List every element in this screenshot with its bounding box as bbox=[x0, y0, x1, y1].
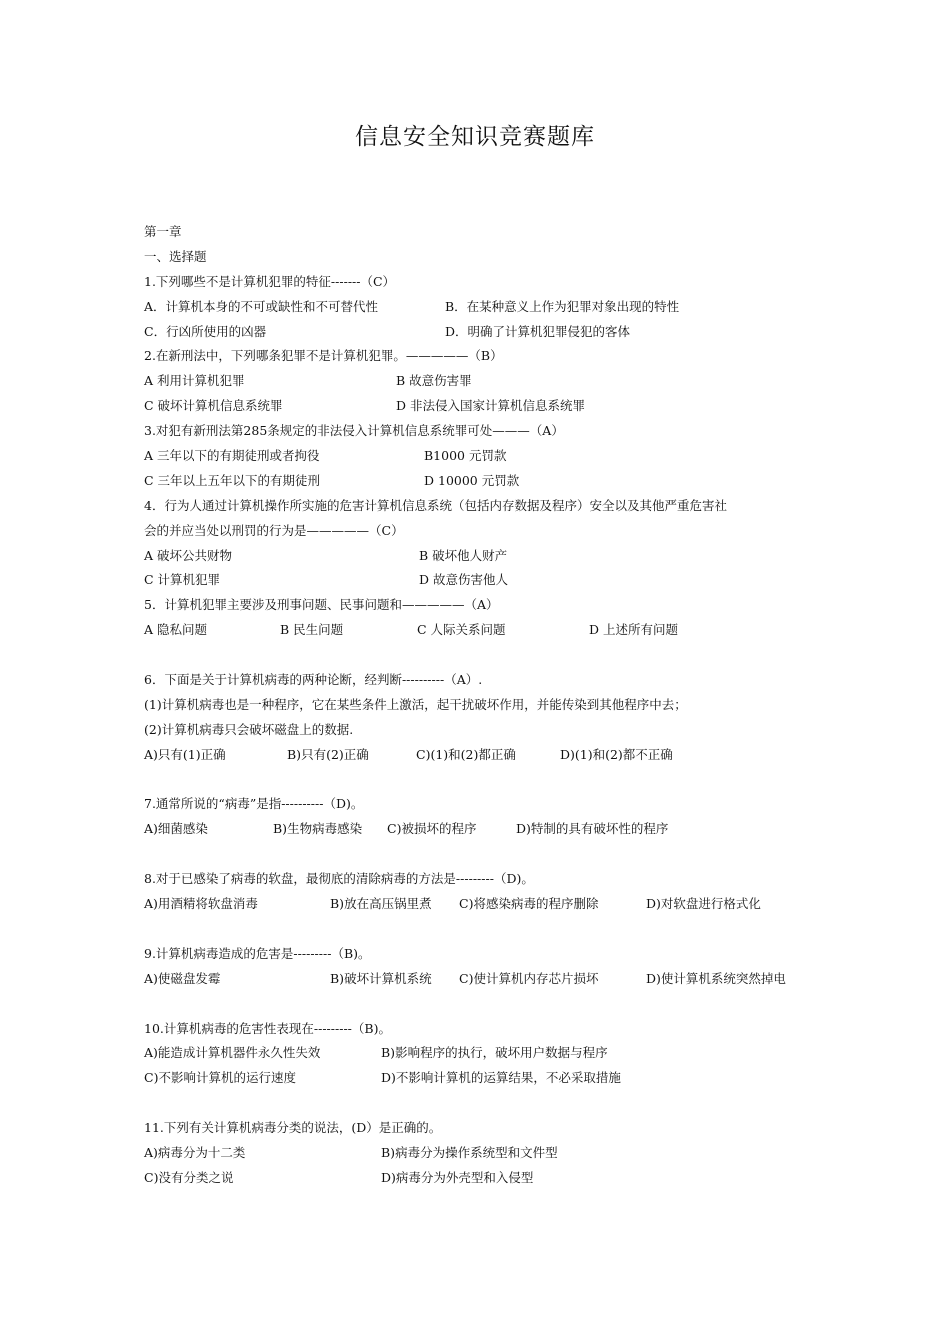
option-c: C)没有分类之说 bbox=[144, 1169, 234, 1185]
statement: (2)计算机病毒只会破坏磁盘上的数据. bbox=[144, 721, 354, 737]
question-text: 7.通常所说的“病毒”是指----------（D)。 bbox=[144, 796, 364, 812]
option-a: A．计算机本身的不可或缺性和不可替代性 bbox=[144, 298, 379, 314]
option-c: C)(1)和(2)都正确 bbox=[416, 746, 516, 762]
option-d: D)使计算机系统突然掉电 bbox=[646, 970, 786, 986]
option-a: A 利用计算机犯罪 bbox=[144, 373, 245, 389]
option-b: B)病毒分为操作系统型和文件型 bbox=[381, 1144, 558, 1160]
spacer bbox=[144, 1091, 824, 1116]
chapter-heading: 第一章 bbox=[144, 224, 182, 239]
question-text: 2.在新刑法中，下列哪条犯罪不是计算机犯罪。—————（B） bbox=[144, 348, 503, 364]
spacer bbox=[144, 768, 824, 793]
question-text: 9.计算机病毒造成的危害是---------（B)。 bbox=[144, 945, 371, 961]
option-c: C)使计算机内存芯片损坏 bbox=[459, 970, 599, 986]
option-b: B)只有(2)正确 bbox=[287, 746, 369, 762]
option-c: C 计算机犯罪 bbox=[144, 572, 221, 588]
option-c: C)被损坏的程序 bbox=[387, 821, 477, 837]
question-text: 3.对犯有新刑法第285条规定的非法侵入计算机信息系统罪可处———（A） bbox=[144, 423, 564, 439]
section-heading: 一、选择题 bbox=[144, 248, 207, 264]
option-row bbox=[144, 394, 824, 419]
option-d: D．明确了计算机犯罪侵犯的客体 bbox=[445, 323, 631, 339]
option-c: C 破坏计算机信息系统罪 bbox=[144, 398, 283, 414]
option-d: D 上述所有问题 bbox=[589, 622, 678, 638]
document-body bbox=[144, 220, 824, 1191]
option-row bbox=[144, 618, 824, 643]
option-d: D)不影响计算机的运算结果，不必采取措施 bbox=[381, 1070, 621, 1086]
option-b: B)生物病毒感染 bbox=[273, 821, 363, 837]
question-text: 10.计算机病毒的危害性表现在---------（B)。 bbox=[144, 1020, 391, 1036]
option-b: B)影响程序的执行，破坏用户数据与程序 bbox=[381, 1045, 608, 1061]
option-c: C 三年以上五年以下的有期徒刑 bbox=[144, 472, 321, 488]
option-b: B 故意伤害罪 bbox=[396, 373, 472, 389]
question-text: 6．下面是关于计算机病毒的两种论断，经判断----------（A）. bbox=[144, 672, 483, 688]
option-d: D)对软盘进行格式化 bbox=[646, 896, 761, 912]
option-d: D 非法侵入国家计算机信息系统罪 bbox=[396, 398, 585, 414]
option-a: A)用酒精将软盘消毒 bbox=[144, 896, 258, 912]
option-d: D 故意伤害他人 bbox=[419, 572, 508, 588]
option-a: A 三年以下的有期徒刑或者拘役 bbox=[144, 448, 320, 464]
page-title: 信息安全知识竞赛题库 bbox=[355, 124, 595, 150]
option-c: C 人际关系问题 bbox=[417, 622, 506, 638]
option-row bbox=[144, 544, 824, 569]
option-a: A)细菌感染 bbox=[144, 821, 208, 837]
question-text: 5．计算机犯罪主要涉及刑事问题、民事问题和—————（A） bbox=[144, 597, 499, 613]
option-row bbox=[144, 967, 824, 992]
option-row bbox=[144, 295, 824, 320]
option-b: B1000 元罚款 bbox=[424, 448, 507, 464]
option-row bbox=[144, 568, 824, 593]
option-c: C)将感染病毒的程序删除 bbox=[459, 896, 599, 912]
option-b: B)破坏计算机系统 bbox=[330, 970, 432, 986]
option-row bbox=[144, 320, 824, 345]
spacer bbox=[144, 917, 824, 942]
option-row bbox=[144, 1041, 824, 1066]
spacer bbox=[144, 992, 824, 1017]
question-text: 11.下列有关计算机病毒分类的说法，(D）是正确的。 bbox=[144, 1120, 442, 1136]
question-text: 4．行为人通过计算机操作所实施的危害计算机信息系统（包括内存数据及程序）安全以及其他严重危害社 bbox=[144, 497, 727, 513]
option-row bbox=[144, 743, 824, 768]
question-text-continued: 会的并应当处以刑罚的行为是—————（C） bbox=[144, 522, 404, 538]
question-text: 8.对于已感染了病毒的软盘，最彻底的清除病毒的方法是---------（D)。 bbox=[144, 871, 534, 887]
statement: (1)计算机病毒也是一种程序，它在某些条件上激活，起干扰破坏作用，并能传染到其他程序中去； bbox=[144, 696, 687, 712]
option-d: D)(1)和(2)都不正确 bbox=[560, 746, 673, 762]
option-b: B 破坏他人财产 bbox=[419, 547, 508, 563]
option-a: A)病毒分为十二类 bbox=[144, 1144, 246, 1160]
option-a: A)能造成计算机器件永久性失效 bbox=[144, 1045, 321, 1061]
option-d: D 10000 元罚款 bbox=[424, 472, 520, 488]
option-a: A)使磁盘发霉 bbox=[144, 970, 221, 986]
option-b: B)放在高压锅里煮 bbox=[330, 896, 432, 912]
option-row bbox=[144, 1066, 824, 1091]
option-row bbox=[144, 1166, 824, 1191]
option-row bbox=[144, 1141, 824, 1166]
option-row bbox=[144, 817, 824, 842]
option-row bbox=[144, 892, 824, 917]
option-a: A 破坏公共财物 bbox=[144, 547, 233, 563]
option-d: D)特制的具有破坏性的程序 bbox=[516, 821, 669, 837]
option-row bbox=[144, 369, 824, 394]
spacer bbox=[144, 842, 824, 867]
option-c: C)不影响计算机的运行速度 bbox=[144, 1070, 296, 1086]
question-text: 1.下列哪些不是计算机犯罪的特征-------（C） bbox=[144, 273, 396, 289]
option-a: A)只有(1)正确 bbox=[144, 746, 226, 762]
option-d: D)病毒分为外壳型和入侵型 bbox=[381, 1169, 534, 1185]
option-b: B．在某种意义上作为犯罪对象出现的特性 bbox=[445, 298, 680, 314]
option-a: A 隐私问题 bbox=[144, 622, 208, 638]
option-b: B 民生问题 bbox=[280, 622, 344, 638]
spacer bbox=[144, 643, 824, 668]
option-row bbox=[144, 444, 824, 469]
option-c: C．行凶所使用的凶器 bbox=[144, 323, 267, 339]
option-row bbox=[144, 469, 824, 494]
